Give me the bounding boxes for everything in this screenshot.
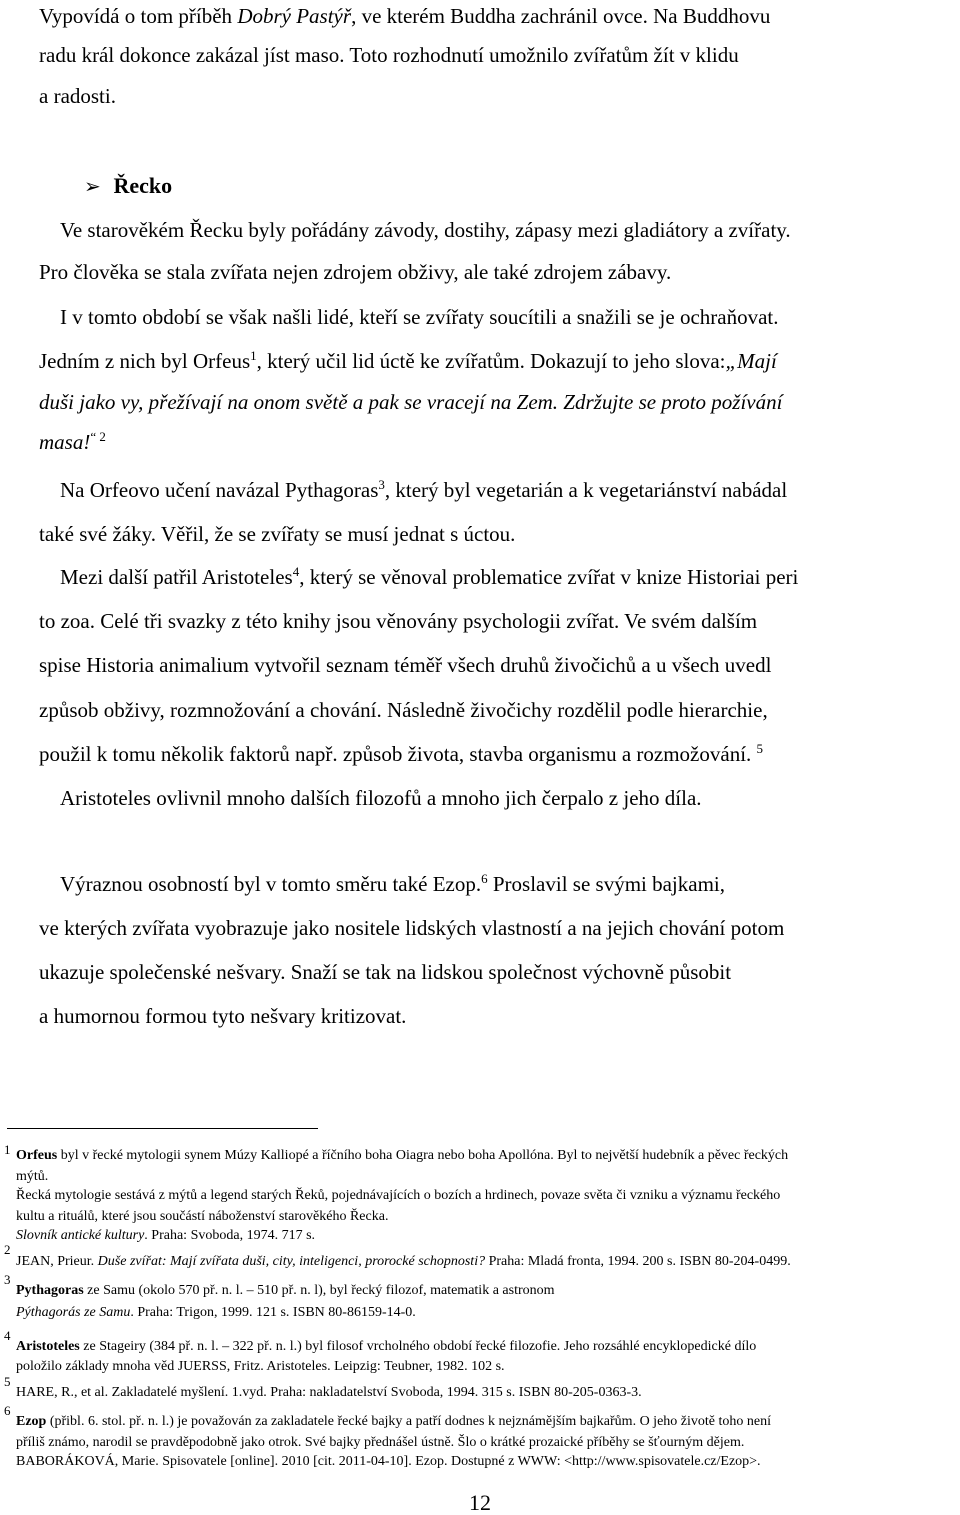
footnote-3-line2: Pýthagorás ze Samu. Praha: Trigon, 1999. 121 s. ISBN 80-86159-14-0. bbox=[16, 1305, 416, 1320]
para2-line4: Jedním z nich byl Orfeus$^1$, který učil lid úctě ke zvířatům. Dokazují to jeho slova:„Mají bbox=[39, 348, 777, 373]
para5-line2: ve kterých zvířata vyobrazuje jako nositele lidských vlastností a na jejich chování potom bbox=[39, 916, 785, 940]
para4-line6: Aristoteles ovlivnil mnoho dalších filozofů a mnoho jich čerpalo z jeho díla. bbox=[60, 786, 702, 810]
footnote-number: 1 bbox=[4, 1142, 11, 1157]
footnote-6-line3: BABORÁKOVÁ, Marie. Spisovatele [online]. 2010 [cit. 2011-04-10]. Ezop. Dostupné z WWW: <http://www.spisovatele.cz/Ezop>. bbox=[16, 1454, 761, 1469]
para1-line3: a radosti. bbox=[39, 84, 116, 108]
section-title: Řecko bbox=[113, 173, 173, 198]
para3-line1: Na Orfeovo učení navázal Pythagoras$^3$, který byl vegetarián a k vegetariánství nabádal bbox=[60, 477, 788, 502]
para3-line2: také své žáky. Věřil, že se zvířaty se musí jednat s úctou. bbox=[39, 522, 516, 546]
footnote-number: 5 bbox=[4, 1374, 11, 1389]
para4-line1: Mezi další patřil Aristoteles$^4$, který se věnoval problematice zvířat v knize Historiai peri bbox=[60, 564, 799, 589]
para2-line1: Ve starověkém Řecku byly pořádány závody, dostihy, zápasy mezi gladiátory a zvířaty. bbox=[60, 218, 791, 242]
footnote-6-line1: Ezop (přibl. 6. stol. př. n. l.) je považován za zakladatele řecké bajky a patří dodnes k nejznámějším bajkařům. O jeho životě toho není bbox=[16, 1414, 771, 1429]
footnote-number: 6 bbox=[4, 1403, 11, 1418]
para4-line5: použil k tomu několik faktorů např. způsob života, stavba organismu a rozmožování. $^5$ bbox=[39, 741, 764, 766]
footnote-separator bbox=[7, 1128, 318, 1129]
footnote-2-line1: JEAN, Prieur. Duše zvířat: Mají zvířata duši, city, inteligenci, prorocké schopnosti? Praha: Mladá fronta, 1994. 200 s. ISBN 80-204-0499. bbox=[16, 1254, 791, 1269]
footnote-5-line1: HARE, R., et al. Zakladatelé myšlení. 1.vyd. Praha: nakladatelství Svoboda, 1994. 315 s. ISBN 80-205-0363-3. bbox=[16, 1385, 642, 1400]
para4-line2: to zoa. Celé tři svazky z této knihy jsou věnovány psychologii zvířat. Ve svém dalším bbox=[39, 609, 758, 633]
footnote-number: 3 bbox=[4, 1272, 11, 1287]
footnote-1-line2: mýtů. bbox=[16, 1169, 49, 1184]
footnote-1-line3: Řecká mytologie sestává z mýtů a legend starých Řeků, pojednávajících o bozích a hrdinech, povaze světa či vzniku a významu řeckého bbox=[16, 1188, 781, 1203]
para4-line4: způsob obživy, rozmnožování a chování. Následně živočichy rozdělil podle hierarchie, bbox=[39, 698, 768, 722]
para2-line5: duši jako vy, přežívají na onom světě a pak se vracejí na Zem. Zdržujte se proto požívání bbox=[39, 390, 783, 414]
para1-line1: Vypovídá o tom příběh Dobrý Pastýř, ve kterém Buddha zachránil ovce. Na Buddhovu bbox=[39, 4, 771, 28]
footnote-3-line1: Pythagoras ze Samu (okolo 570 př. n. l. – 510 př. n. l), byl řecký filozof, matematik a astronom bbox=[16, 1283, 555, 1298]
footnote-6-line2: příliš známo, narodil se pravděpodobně jako otrok. Své bajky přednášel ústně. Šlo o krátké prozaické příběhy se šťourným dějem. bbox=[16, 1435, 745, 1450]
page-number: 12 bbox=[469, 1490, 491, 1515]
para2-line6: masa!$^{“ 2}$ bbox=[39, 429, 106, 454]
arrow-bullet-icon: ➢ bbox=[84, 176, 101, 198]
footnote-1-line4: kultu a rituálů, které jsou součástí náboženství starověkého Řecka. bbox=[16, 1209, 389, 1224]
footnote-4-line1: Aristoteles ze Stageiry (384 př. n. l. – 322 př. n. l.) byl filosof vrcholného období řecké filozofie. Jeho rozsáhlé encyklopedické dílo bbox=[16, 1339, 757, 1354]
para5-line1: Výraznou osobností byl v tomto směru také Ezop.$^6$ Proslavil se svými bajkami, bbox=[60, 871, 726, 896]
footnote-1-line1: Orfeus byl v řecké mytologii synem Múzy Kalliopé a říčního boha Oiagra nebo boha Apollóna. Byl to největší hudebník a pěvec řeckých bbox=[16, 1148, 789, 1163]
para2-line3: I v tomto období se však našli lidé, kteří se zvířaty soucítili a snažili se je ochraňovat. bbox=[60, 305, 779, 329]
footnote-number: 4 bbox=[4, 1328, 11, 1343]
footnote-1-line5: Slovník antické kultury. Praha: Svoboda, 1974. 717 s. bbox=[16, 1228, 316, 1243]
section-heading bbox=[84, 166, 172, 207]
para1-line2: radu král dokonce zakázal jíst maso. Toto rozhodnutí umožnilo zvířatům žít v klidu bbox=[39, 43, 739, 67]
para2-line2: Pro člověka se stala zvířata nejen zdrojem obživy, ale také zdrojem zábavy. bbox=[39, 260, 672, 284]
para5-line4: a humornou formou tyto nešvary kritizovat. bbox=[39, 1004, 407, 1028]
footnote-number: 2 bbox=[4, 1242, 11, 1257]
para4-line3: spise Historia animalium vytvořil seznam téměř všech druhů živočichů a u všech uvedl bbox=[39, 653, 772, 677]
footnote-4-line2: položilo základy mnoha věd JUERSS, Fritz. Aristoteles. Leipzig: Teubner, 1982. 102 s. bbox=[16, 1359, 505, 1374]
para5-line3: ukazuje společenské nešvary. Snaží se tak na lidskou společnost výchovně působit bbox=[39, 960, 732, 984]
